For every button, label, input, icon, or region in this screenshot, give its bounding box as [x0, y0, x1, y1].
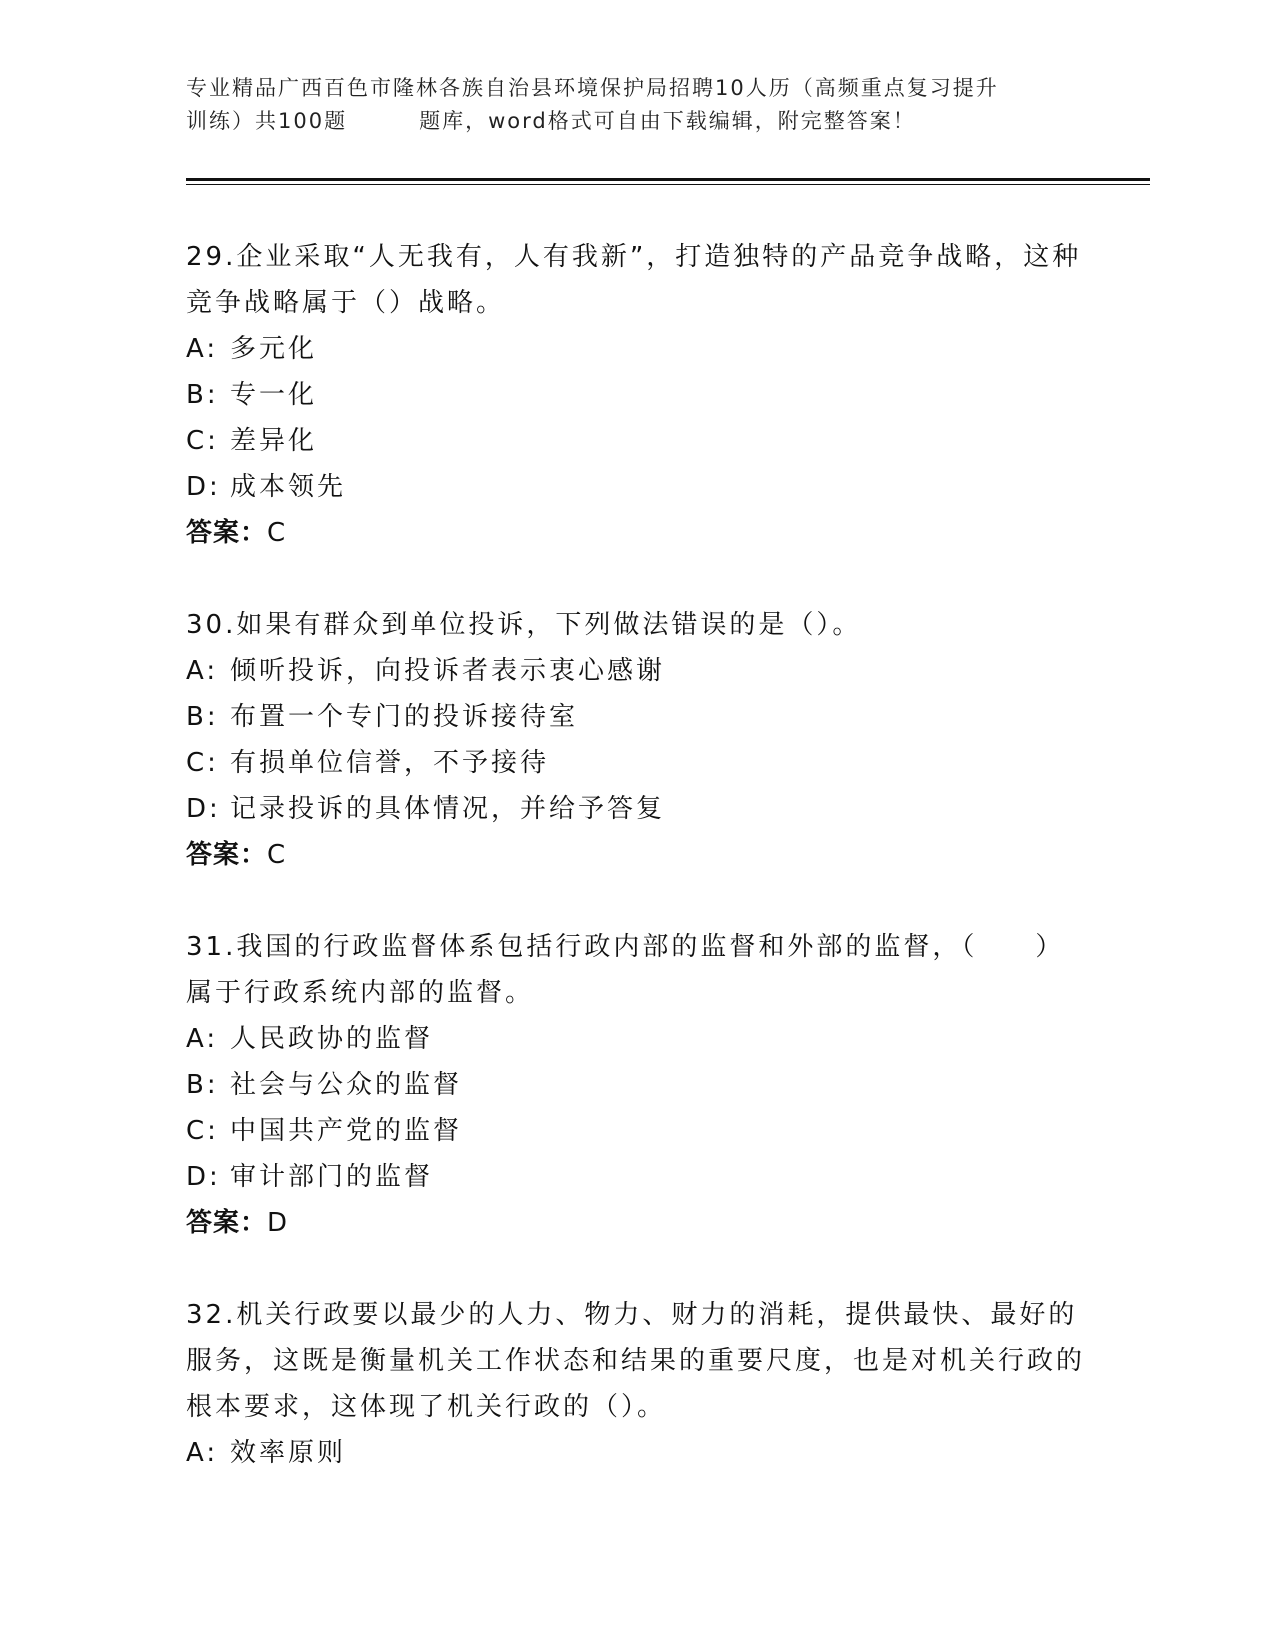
option-text: 有损单位信誉，不予接待 — [230, 748, 550, 778]
option-text: 布置一个专门的投诉接待室 — [230, 702, 579, 732]
answer-label: 答案： — [186, 1208, 268, 1238]
answer-label: 答案： — [186, 518, 268, 548]
option-text: 社会与公众的监督 — [230, 1070, 463, 1100]
option-key: C: — [186, 426, 219, 456]
answer-line — [186, 832, 1086, 878]
question-list — [186, 234, 1086, 1522]
option-text: 多元化 — [230, 334, 318, 364]
option-a — [186, 1430, 1086, 1476]
option-key: D: — [186, 1162, 221, 1192]
document-header — [186, 72, 1086, 138]
option-d — [186, 1154, 1086, 1200]
option-text: 审计部门的监督 — [230, 1162, 434, 1192]
answer-value: D — [267, 1208, 289, 1238]
option-c — [186, 740, 1086, 786]
option-b — [186, 372, 1086, 418]
option-b — [186, 1062, 1086, 1108]
option-key: D: — [186, 794, 221, 824]
option-text: 记录投诉的具体情况，并给予答复 — [230, 794, 666, 824]
question-stem: 32.机关行政要以最少的人力、物力、财力的消耗，提供最快、最好的服务，这既是衡量机关工作状态和结果的重要尺度，也是对机关行政的根本要求，这体现了机关行政的（）。 — [186, 1300, 1086, 1422]
option-key: B: — [186, 380, 219, 410]
question-32 — [186, 1292, 1086, 1476]
option-text: 人民政协的监督 — [230, 1024, 434, 1054]
option-key: A: — [186, 334, 219, 364]
option-c — [186, 418, 1086, 464]
question-29 — [186, 234, 1086, 556]
question-30 — [186, 602, 1086, 878]
answer-label: 答案： — [186, 840, 268, 870]
answer-line — [186, 1200, 1086, 1246]
option-c — [186, 1108, 1086, 1154]
option-text: 成本领先 — [230, 472, 347, 502]
option-a — [186, 648, 1086, 694]
option-key: C: — [186, 748, 219, 778]
option-key: B: — [186, 702, 219, 732]
header-line-2-part-2: 题库，word格式可自由下载编辑，附完整答案！ — [419, 109, 916, 133]
question-stem: 31.我国的行政监督体系包括行政内部的监督和外部的监督，（ ）属于行政系统内部的监督。 — [186, 932, 1065, 1008]
option-a — [186, 326, 1086, 372]
option-key: D: — [186, 472, 221, 502]
option-text: 效率原则 — [230, 1438, 347, 1468]
option-d — [186, 464, 1086, 510]
option-key: A: — [186, 1438, 219, 1468]
question-stem: 29.企业采取“人无我有，人有我新”，打造独特的产品竞争战略，这种竞争战略属于（）战略。 — [186, 242, 1082, 318]
answer-line — [186, 510, 1086, 556]
header-divider-thick — [186, 178, 1150, 181]
option-d — [186, 786, 1086, 832]
header-line-2 — [186, 105, 1086, 138]
option-text: 倾听投诉，向投诉者表示衷心感谢 — [230, 656, 666, 686]
answer-value: C — [267, 840, 287, 870]
option-key: C: — [186, 1116, 219, 1146]
answer-value: C — [267, 518, 287, 548]
option-b — [186, 694, 1086, 740]
option-a — [186, 1016, 1086, 1062]
question-31 — [186, 924, 1086, 1246]
option-key: A: — [186, 1024, 219, 1054]
option-key: B: — [186, 1070, 219, 1100]
question-stem: 30.如果有群众到单位投诉，下列做法错误的是（）。 — [186, 610, 862, 640]
header-line-2-part-1: 训练）共100题 — [186, 109, 348, 133]
header-divider-thin — [186, 184, 1150, 185]
option-text: 专一化 — [230, 380, 318, 410]
option-text: 差异化 — [230, 426, 318, 456]
option-text: 中国共产党的监督 — [230, 1116, 463, 1146]
header-line-1: 专业精品广西百色市隆林各族自治县环境保护局招聘10人历（高频重点复习提升 — [186, 76, 999, 100]
option-key: A: — [186, 656, 219, 686]
